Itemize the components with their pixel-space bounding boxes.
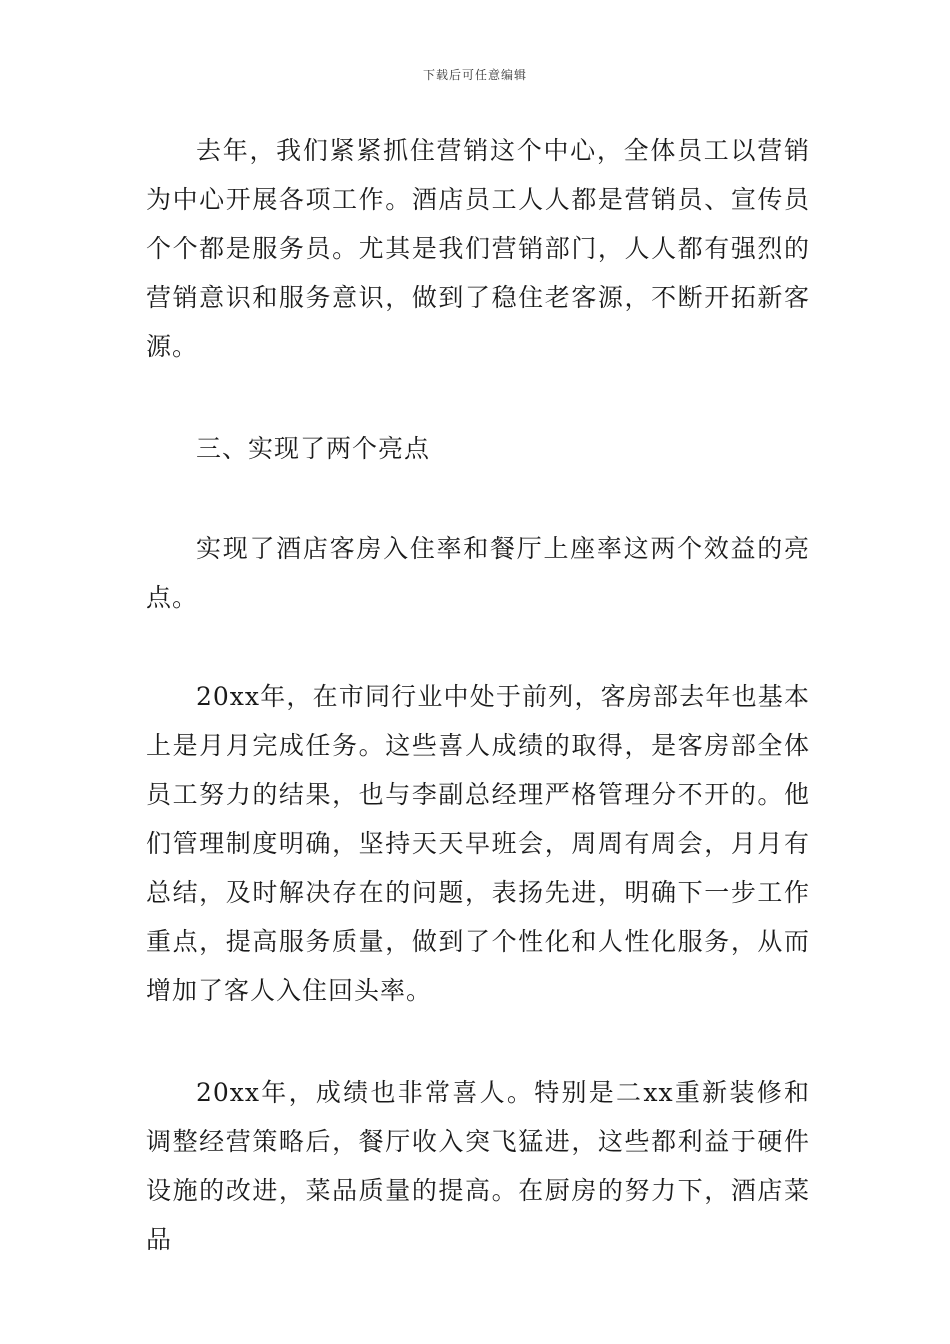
paragraph-highlights-summary: 实现了酒店客房入住率和餐厅上座率这两个效益的亮点。: [146, 534, 810, 612]
paragraph-restaurant: 20xx年，成绩也非常喜人。特别是二xx重新装修和调整经营策略后，餐厅收入突飞猛进，这些都利益于硬件设施的改进，菜品质量的提高。在厨房的努力下，酒店菜品: [146, 1078, 810, 1254]
section-heading-highlights: 三、实现了两个亮点: [196, 434, 431, 463]
paragraph-marketing: 去年，我们紧紧抓住营销这个中心，全体员工以营销为中心开展各项工作。酒店员工人人都是营销员、宣传员个个都是服务员。尤其是我们营销部门，人人都有强烈的营销意识和服务意识，做到了稳住老客源，不断开拓新客源。: [146, 136, 810, 361]
page-header-note: 下载后可任意编辑: [422, 68, 527, 82]
paragraph-housekeeping: 20xx年，在市同行业中处于前列，客房部去年也基本上是月月完成任务。这些喜人成绩的取得，是客房部全体员工努力的结果，也与李副总经理严格管理分不开的。他们管理制度明确，坚持天天早班会，周周有周会，月月有总结，及时解决存在的问题，表扬先进，明确下一步工作重点，提高服务质量，做到了个性化和人性化服务，从而增加了客人入住回头率。: [146, 682, 810, 1005]
